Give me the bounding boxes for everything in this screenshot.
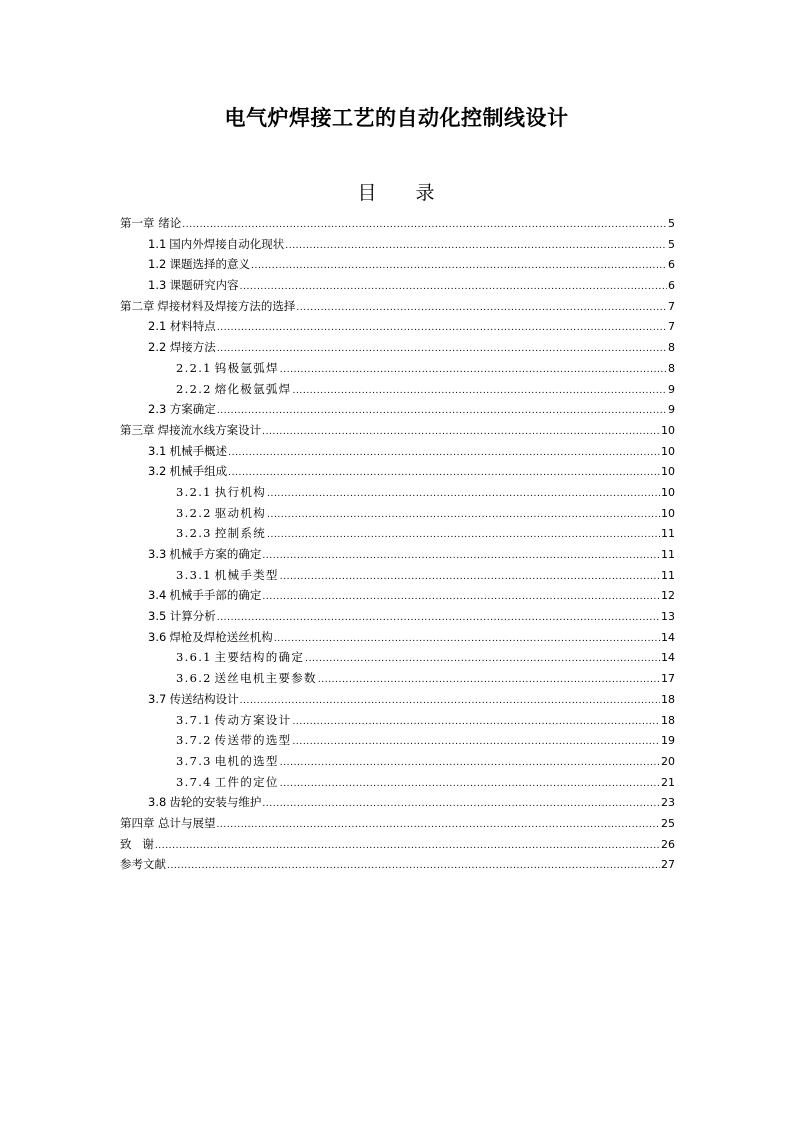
toc-entry[interactable] [120,358,675,379]
toc-entry-label: 主要结构的确定 [214,650,305,665]
toc-dot-leader [267,505,660,526]
toc-entry[interactable] [120,296,675,317]
toc-entry-label: 国内外焊接自动化现状 [169,236,285,251]
toc-entry-label: 计算分析 [169,609,216,624]
toc-entry-page: 20 [661,754,675,768]
toc-entry-page: 26 [661,837,675,851]
toc-entry-label: 课题研究内容 [169,278,239,293]
toc-entry-number: 1.3 [148,278,167,293]
toc-entry-page: 19 [661,734,675,748]
toc-entry-number: 3.2.3 [176,526,212,541]
toc-entry[interactable] [120,689,675,710]
toc-entry[interactable] [120,792,675,813]
toc-dot-leader [228,463,660,484]
toc-entry-number: 3.7.3 [176,753,212,768]
toc-entry-label: 总计与展望 [157,815,216,830]
toc-entry-label: 谢 [142,836,154,851]
toc-entry-number: 3.4 [148,588,167,603]
toc-entry[interactable] [120,627,675,648]
toc-dot-leader [285,236,667,257]
toc-entry-label: 机械手组成 [169,464,228,479]
toc-dot-leader [217,318,667,339]
toc-dot-leader [318,670,660,691]
toc-entry-number: 1.2 [148,257,167,272]
toc-dot-leader [296,298,667,319]
toc-entry-number: 2.2 [148,340,167,355]
toc-entry-label: 机械手方案的确定 [169,547,262,561]
toc-entry[interactable] [120,337,675,358]
toc-entry-number: 3.1 [148,443,167,458]
toc-entry-label: 机械手概述 [169,443,228,458]
toc-entry[interactable] [120,316,675,337]
toc-entry-number: 2.1 [148,319,167,334]
toc-entry-page: 12 [661,589,675,603]
toc-entry[interactable] [120,379,675,400]
toc-entry-number: 3.7.4 [176,774,212,789]
toc-entry-label: 绪论 [158,216,182,230]
toc-entry[interactable] [120,544,675,565]
toc-entry[interactable] [120,503,675,524]
toc-entry-number: 3.5 [148,609,167,624]
toc-entry-number: 3.3 [148,547,167,561]
toc-entry-label: 参考文献 [120,857,166,872]
toc-entry-number: 3.6.2 [176,671,212,686]
toc-entry-page: 5 [668,237,675,251]
toc-dot-leader [217,339,667,360]
toc-entry-page: 14 [661,630,675,644]
toc-entry-page: 25 [661,816,675,830]
toc-entry-page: 17 [661,672,675,686]
toc-entry-label: 焊接材料及焊接方法的选择 [157,298,296,313]
toc-entry-number: 3.7.2 [176,733,212,748]
toc-dot-leader [267,484,660,505]
toc-entry-label: 焊枪及焊枪送丝机构 [169,629,273,644]
toc-dot-leader [280,774,660,795]
toc-entry-label: 机械手类型 [214,567,279,582]
toc-entry[interactable] [120,668,675,689]
toc-entry-page: 11 [661,568,675,582]
toc-entry[interactable] [120,854,675,875]
toc-dot-leader [292,712,660,733]
toc-dot-leader [228,443,660,464]
toc-entry-number: 3.2 [148,464,167,479]
toc-entry-number: 1.1 [148,236,167,251]
toc-entry-page: 10 [661,465,675,479]
toc-entry-label: 执行机构 [214,484,267,499]
toc-dot-leader [293,381,668,402]
toc-entry[interactable] [120,234,675,255]
toc-entry-page: 5 [668,217,675,230]
toc-heading [0,178,793,205]
toc-entry-number: 3.6 [148,629,167,644]
toc-heading-right: 录 [415,182,436,204]
document-title: 电气炉焊接工艺的自动化控制线设计 [224,106,569,130]
toc-dot-leader [216,815,660,836]
toc-entry-page: 10 [661,485,675,499]
toc-entry-number: 第二章 [120,298,155,313]
toc-entry-number: 3.7.1 [176,712,212,727]
toc-entry[interactable] [120,813,675,834]
toc-entry-label: 齿轮的安装与维护 [169,795,262,810]
toc-entry[interactable] [120,606,675,627]
toc-heading-left: 目 [357,182,378,204]
toc-dot-leader [274,629,660,650]
toc-entry[interactable] [120,565,675,586]
toc-entry-page: 8 [668,341,675,355]
toc-dot-leader [262,794,660,815]
toc-entry-label: 课题选择的意义 [169,257,251,272]
toc-dot-leader [217,401,667,422]
toc-entry-label: 传送带的选型 [214,733,292,748]
toc-entry-page: 10 [661,423,675,437]
toc-entry-label: 机械手手部的确定 [169,588,262,603]
toc-entry-page: 13 [661,610,675,624]
toc-entry-page: 10 [661,506,675,520]
toc-dot-leader [280,753,660,774]
toc-entry-page: 14 [661,651,675,665]
toc-entry-number: 2.3 [148,402,167,417]
toc-entry-page: 27 [661,858,675,872]
toc-entry-label: 驱动机构 [214,505,267,520]
toc-entry[interactable] [120,751,675,772]
toc-dot-leader [262,422,660,443]
toc-entry[interactable] [120,213,675,234]
toc-entry-number: 3.6.1 [176,650,212,665]
toc-entry-page: 10 [661,444,675,458]
toc-entry-page: 18 [661,692,675,706]
toc-entry-label: 电机的选型 [214,753,279,768]
toc-entry-label: 焊接流水线方案设计 [157,422,262,437]
toc-entry[interactable] [120,772,675,793]
toc-dot-leader [155,836,660,857]
toc-entry[interactable] [120,461,675,482]
toc-entry-number: 致 [120,836,132,851]
toc-entry-number: 3.2.2 [176,505,212,520]
toc-entry-page: 7 [668,320,675,334]
toc-entry-page: 6 [668,279,675,293]
toc-entry-number: 第一章 [120,216,155,230]
toc-entry[interactable] [120,710,675,731]
toc-entry-number: 2.2.2 [176,381,212,396]
toc-entry-number: 第四章 [120,815,155,830]
toc-entry-number: 3.8 [148,795,167,810]
toc-entry-page: 7 [668,299,675,313]
toc-entry-page: 8 [668,361,675,375]
toc-entry-page: 11 [661,548,675,561]
toc-entry[interactable] [120,399,675,420]
toc-dot-leader [292,732,660,753]
toc-entry-number: 第三章 [120,422,155,437]
toc-dot-leader [262,587,660,608]
toc-entry-label: 熔化极氩弧焊 [214,381,292,396]
toc-entry-label: 工件的定位 [214,774,279,789]
toc-dot-leader [251,256,667,277]
toc-entry[interactable] [120,834,675,855]
toc-dot-leader [267,525,660,546]
toc-dot-leader [240,691,660,712]
toc-entry[interactable] [120,420,675,441]
toc-dot-leader [262,546,660,567]
toc-entry-page: 6 [668,258,675,272]
toc-dot-leader [167,856,660,877]
toc-entry-number: 3.7 [148,691,167,706]
toc-entry-page: 23 [661,796,675,810]
toc-dot-leader [240,277,667,298]
toc-entry[interactable] [120,647,675,668]
toc-dot-leader [182,215,667,236]
toc-entry-label: 材料特点 [169,319,216,334]
toc-entry-page: 9 [668,382,675,396]
toc-entry-page: 21 [661,775,675,789]
toc-entry-page: 11 [661,527,675,541]
toc-entry[interactable] [120,441,675,462]
table-of-contents [120,213,675,875]
toc-entry-number: 3.3.1 [176,567,212,582]
toc-entry-page: 18 [661,713,675,727]
toc-dot-leader [280,567,660,588]
toc-entry-page: 9 [668,403,675,417]
toc-entry-label: 方案确定 [169,402,216,417]
toc-entry-label: 焊接方法 [169,340,216,355]
toc-entry[interactable] [120,275,675,296]
toc-entry-label: 传送结构设计 [169,691,239,706]
toc-dot-leader [217,608,660,629]
toc-entry-label: 钨极氩弧焊 [214,360,279,375]
toc-entry[interactable] [120,730,675,751]
toc-entry[interactable] [120,482,675,503]
toc-dot-leader [280,360,667,381]
toc-entry[interactable] [120,523,675,544]
toc-entry[interactable] [120,254,675,275]
toc-entry-number: 3.2.1 [176,484,212,499]
toc-entry-label: 送丝电机主要参数 [214,671,317,686]
toc-entry-label: 传动方案设计 [214,712,292,727]
toc-entry[interactable] [120,585,675,606]
toc-entry-number: 2.2.1 [176,360,212,375]
toc-entry-label: 控制系统 [214,526,267,541]
toc-dot-leader [305,649,660,670]
